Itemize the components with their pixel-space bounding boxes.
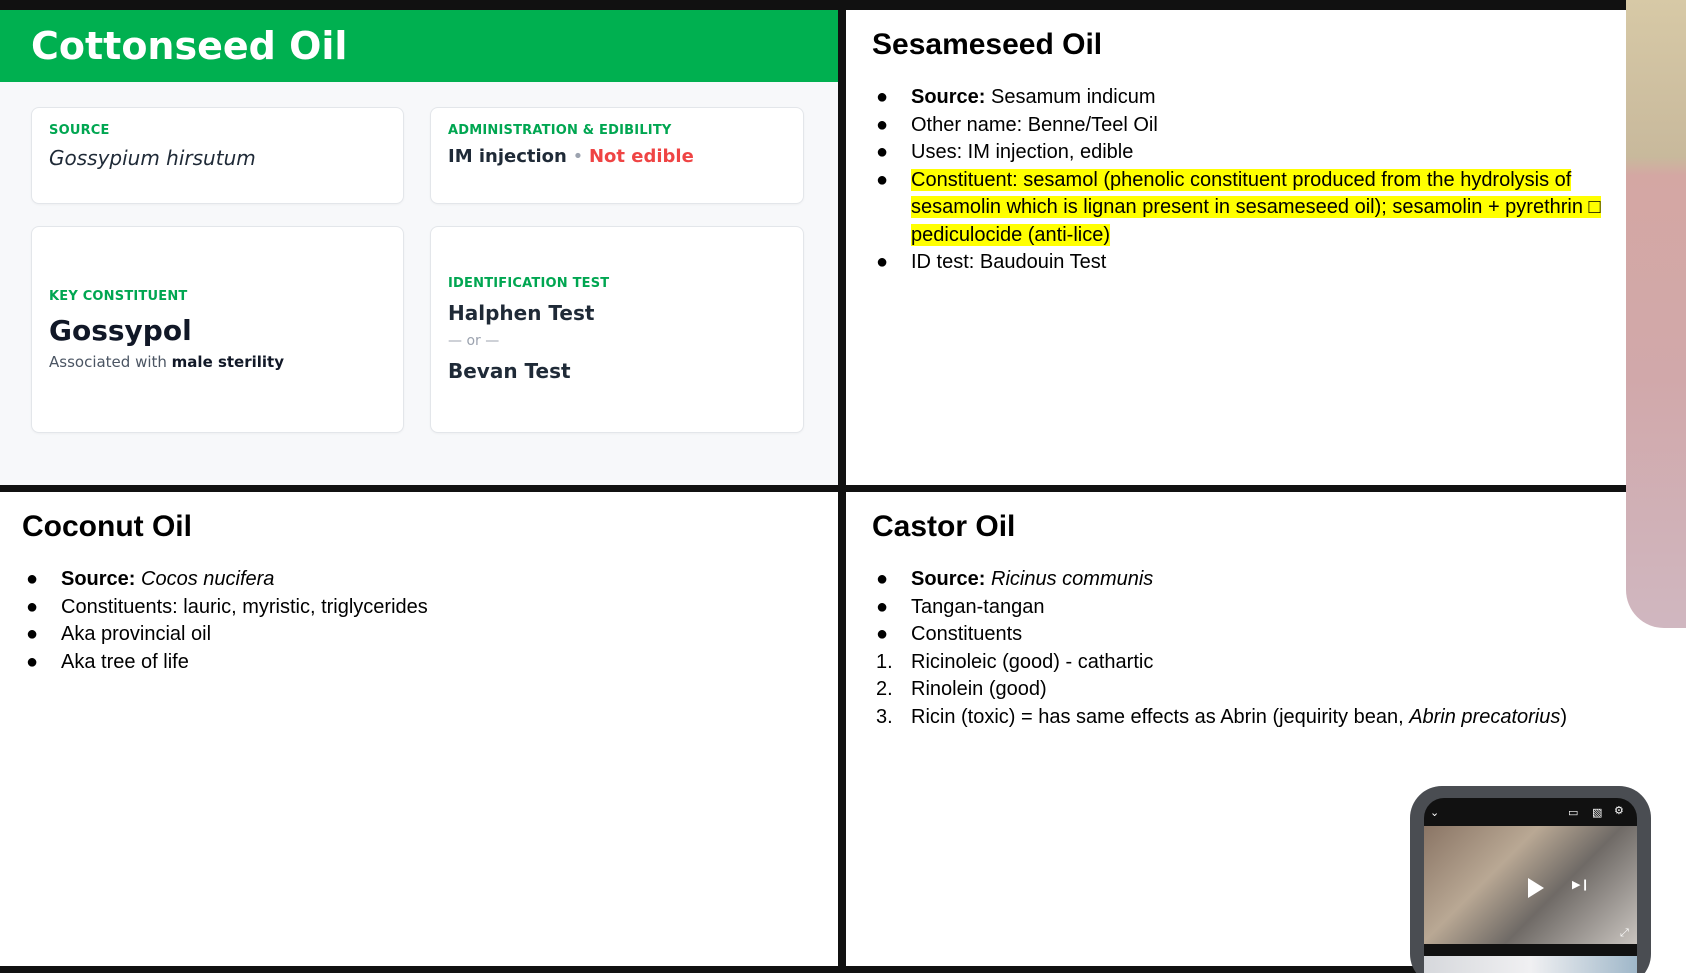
card-label: IDENTIFICATION TEST <box>448 276 610 291</box>
edibility-text: Not edible <box>588 146 694 167</box>
list-item <box>872 594 1612 622</box>
item-text: Tangan-tangan <box>911 595 1045 618</box>
next-video-thumbnail[interactable] <box>1424 956 1637 973</box>
item-text: Ricin (toxic) = has same effects as Abrin (jequirity bean, <box>911 705 1410 728</box>
video-player[interactable] <box>1424 826 1637 944</box>
item-number: 2. <box>876 678 893 700</box>
bullet-icon: ● <box>876 141 889 163</box>
slide-sesameseed-oil <box>846 10 1626 485</box>
item-text: Other name: Benne/Teel Oil <box>911 113 1158 136</box>
administration-card <box>430 107 804 204</box>
numbered-item <box>872 649 1612 677</box>
or-separator: — or — <box>448 333 500 349</box>
bullet-icon: ● <box>876 251 889 273</box>
decorative-side-panel <box>1626 0 1686 628</box>
bullet-icon: ● <box>876 568 889 590</box>
list-item <box>22 566 762 594</box>
separator-dot: • <box>572 146 584 167</box>
item-italic: Abrin precatorius <box>1409 705 1561 728</box>
list-item <box>872 621 1612 649</box>
list-item <box>872 84 1612 112</box>
source-value: Gossypium hirsutum <box>49 146 256 170</box>
item-text: Sesamum indicum <box>985 86 1156 108</box>
identification-card <box>430 226 804 433</box>
slide-cottonseed-oil <box>0 10 838 485</box>
bullet-icon: ● <box>26 623 39 645</box>
list-item <box>872 249 1612 277</box>
fullscreen-icon[interactable]: ⤢ <box>1620 926 1629 939</box>
chevron-down-icon[interactable]: ⌄ <box>1430 806 1440 819</box>
numbered-item <box>872 704 1612 732</box>
bullet-list <box>22 566 762 676</box>
card-label: SOURCE <box>49 123 110 138</box>
identification-test-1: Halphen Test <box>448 301 595 325</box>
note-prefix: Associated with <box>49 352 172 371</box>
item-text: Aka tree of life <box>61 650 189 673</box>
highlighted-text: Constituent: sesamol (phenolic constituent produced from the hydrolysis of sesamolin which is lignan present in sesameseed oil); sesamolin + pyrethrin □ pediculocide (anti-lice) <box>911 168 1601 246</box>
item-text: Uses: IM injection, edible <box>911 141 1134 163</box>
item-text: ID test: Baudouin Test <box>911 251 1107 273</box>
constituent-note <box>49 353 386 371</box>
card-label: ADMINISTRATION & EDIBILITY <box>448 123 672 138</box>
item-label: Source: <box>61 568 136 590</box>
play-icon[interactable] <box>1528 878 1544 898</box>
route-text: IM injection <box>448 146 567 167</box>
slide-title: Sesameseed Oil <box>872 28 1103 61</box>
slide-title: Castor Oil <box>872 510 1016 543</box>
list-item <box>22 594 762 622</box>
slide-coconut-oil <box>0 492 838 966</box>
bullet-icon: ● <box>876 623 889 645</box>
slide-header <box>0 10 838 82</box>
phone-video-overlay[interactable] <box>1410 786 1651 973</box>
item-text: Constituents <box>911 623 1023 645</box>
frame-horizontal-divider <box>0 485 1626 492</box>
bullet-icon: ● <box>876 168 889 191</box>
cast-icon[interactable]: ▭ <box>1568 806 1579 819</box>
bullet-list <box>872 566 1612 731</box>
list-item <box>22 649 762 677</box>
item-label: Source: <box>911 568 986 590</box>
administration-value <box>448 146 786 167</box>
bullet-icon: ● <box>876 86 889 108</box>
bullet-list <box>872 84 1612 277</box>
numbered-item <box>872 676 1612 704</box>
bullet-icon: ● <box>26 650 39 673</box>
item-text: Aka provincial oil <box>61 623 212 645</box>
slide-title: Cottonseed Oil <box>31 24 348 68</box>
list-item <box>872 566 1612 594</box>
slide-title: Coconut Oil <box>22 510 192 543</box>
item-number: 1. <box>876 650 893 673</box>
list-item <box>872 112 1612 140</box>
constituent-card <box>31 226 404 433</box>
next-icon[interactable]: ▶❙ <box>1572 878 1590 891</box>
item-tail: ) <box>1560 705 1568 728</box>
phone-screen <box>1424 798 1637 973</box>
identification-test-2: Bevan Test <box>448 359 571 383</box>
list-item <box>22 621 762 649</box>
item-text: Ricinoleic (good) - cathartic <box>911 650 1154 673</box>
bullet-icon: ● <box>876 113 889 136</box>
card-label: KEY CONSTITUENT <box>49 288 188 304</box>
constituent-value: Gossypol <box>49 313 192 347</box>
frame-bottom-border <box>0 966 1626 973</box>
item-text: Constituents: lauric, myristic, triglycerides <box>61 595 428 618</box>
item-italic: Cocos nucifera <box>135 568 275 590</box>
note-emphasis: male sterility <box>171 352 285 371</box>
frame-vertical-divider <box>838 0 846 973</box>
list-item <box>872 139 1612 167</box>
cc-icon[interactable]: ▧ <box>1592 806 1603 819</box>
bullet-icon: ● <box>26 568 39 590</box>
list-item <box>872 167 1612 250</box>
frame-top-border <box>0 0 1626 10</box>
item-label: Source: <box>911 86 986 108</box>
item-text: Rinolein (good) <box>911 678 1047 700</box>
item-number: 3. <box>876 705 893 728</box>
item-italic: Ricinus communis <box>985 568 1154 590</box>
gear-icon[interactable]: ⚙ <box>1614 804 1624 817</box>
source-card <box>31 107 404 204</box>
bullet-icon: ● <box>876 595 889 618</box>
bullet-icon: ● <box>26 595 39 618</box>
